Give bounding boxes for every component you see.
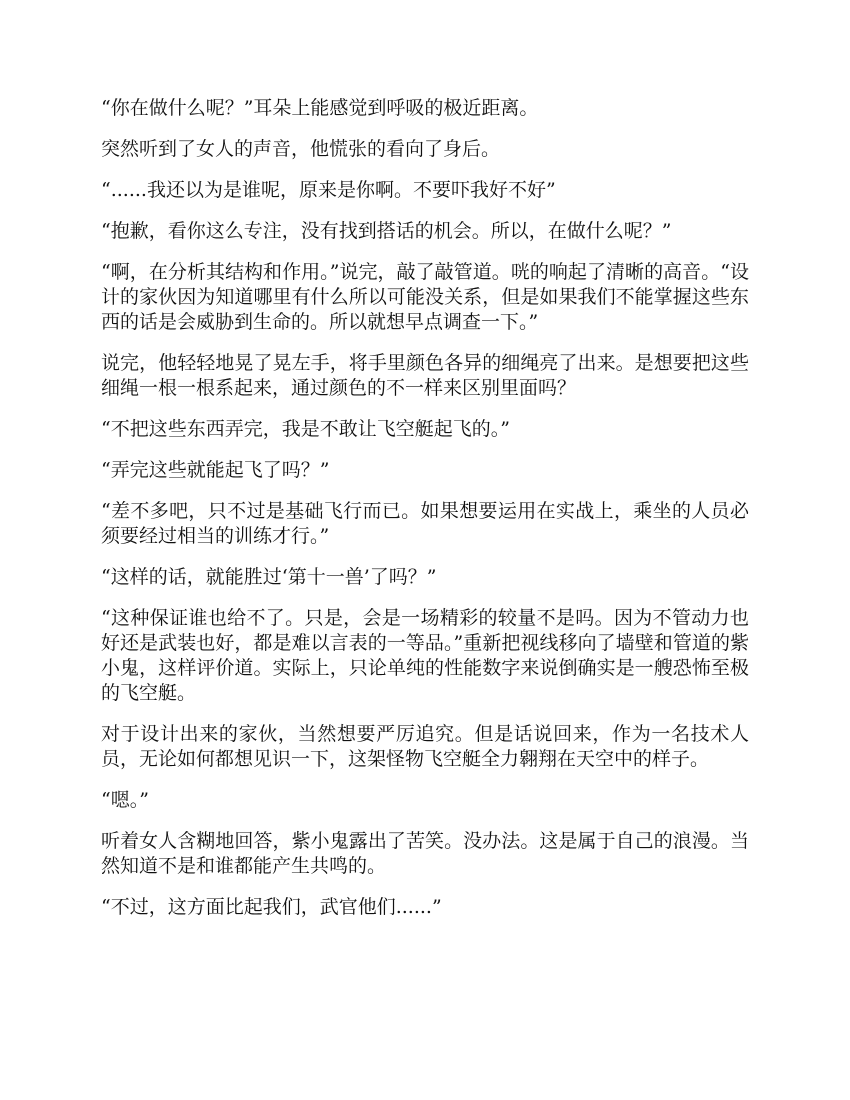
paragraph: “这种保证谁也给不了。只是，会是一场精彩的较量不是吗。因为不管动力也好还是武装也好，都是难以言表的一等品。”重新把视线移向了墙壁和管道的紫小鬼，这样评价道。实际上，只论单纯的性能数字来说倒确实是一艘恐怖至极的飞空艇。	[101, 607, 749, 704]
paragraph: “不把这些东西弄完，我是不敢让飞空艇起飞的。”	[101, 418, 510, 440]
paragraph: “嗯。”	[101, 789, 149, 811]
paragraph: 听着女人含糊地回答，紫小鬼露出了苦笑。没办法。这是属于自己的浪漫。当然知道不是和谁都能产生共鸣的。	[101, 830, 749, 877]
paragraph: “抱歉，看你这么专注，没有找到搭话的机会。所以，在做什么呢？”	[101, 220, 672, 242]
paragraph: “啊，在分析其结构和作用。”说完，敲了敲管道。咣的响起了清晰的高音。“设计的家伙因为知道哪里有什么所以可能没关系，但是如果我们不能掌握这些东西的话是会威胁到生命的。所以就想早点调查一下。”	[101, 261, 749, 333]
paragraph: “不过，这方面比起我们，武官他们......”	[101, 896, 442, 918]
paragraph: 说完，他轻轻地晃了晃左手，将手里颜色各异的细绳亮了出来。是想要把这些细绳一根一根系起来，通过颜色的不一样来区别里面吗？	[101, 352, 749, 399]
paragraph: 对于设计出来的家伙，当然想要严厉追究。但是话说回来，作为一名技术人员，无论如何都想见识一下，这架怪物飞空艇全力翱翔在天空中的样子。	[101, 723, 749, 770]
paragraph: “......我还以为是谁呢，原来是你啊。不要吓我好不好”	[101, 179, 556, 201]
paragraph: 突然听到了女人的声音，他慌张的看向了身后。	[101, 138, 501, 160]
paragraph: “差不多吧，只不过是基础飞行而已。如果想要运用在实战上，乘坐的人员必须要经过相当的训练才行。”	[101, 500, 749, 547]
paragraph: “你在做什么呢？”耳朵上能感觉到呼吸的极近距离。	[101, 97, 539, 119]
paragraph: “弄完这些就能起飞了吗？”	[101, 459, 330, 481]
paragraph: “这样的话，就能胜过‘第十一兽’了吗？”	[101, 566, 437, 588]
document-body	[101, 96, 749, 936]
